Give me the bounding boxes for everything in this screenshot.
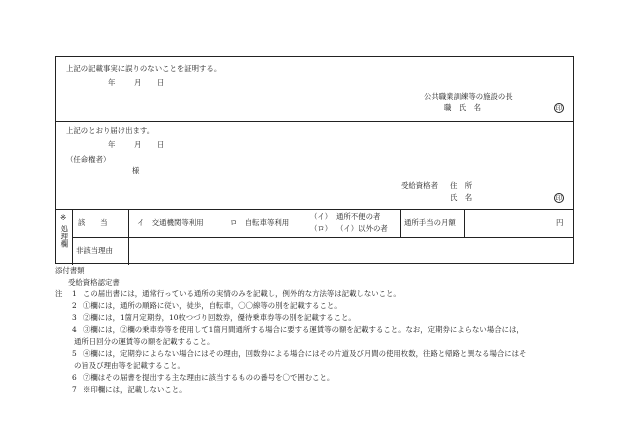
note-text: の旨及び理由等を記載すること。: [74, 361, 185, 370]
note-text: ③欄には，②欄の乗車券等を使用して1箇月間通所する場合に要する運賃等の額を記載すること。なお，定期券によらない場合には，: [83, 325, 524, 334]
note-text: ※印欄には，記載しないこと。: [83, 385, 187, 394]
note-text: ①欄には，通所の順路に従い，徒歩，自転車，〇〇線等の別を記載すること。: [83, 301, 342, 310]
cell-divider: [128, 209, 129, 237]
sub-option-i-text: 通所不便の者: [336, 212, 381, 221]
seal-icon: 印: [555, 194, 563, 202]
section-divider: [56, 121, 573, 122]
cert-date-month: 月: [134, 78, 142, 87]
currency-unit: 円: [556, 218, 564, 227]
note-text: この届出書には，通常行っている通所の実情のみを記載し，例外的な方法等は記載しないこと。: [83, 289, 401, 298]
sub-option-ro-marker: （ロ）: [310, 224, 333, 233]
address-label: 住 所: [450, 181, 473, 190]
note-number: 7: [72, 385, 77, 394]
note-text: ⑦欄はその届書を提出する主な理由に該当するものの番号を〇で囲むこと。: [83, 373, 335, 382]
option-transport: イ 交通機関等利用: [137, 218, 204, 227]
monthly-allowance-label: 通所手当の月額: [404, 218, 456, 227]
submission-statement: 上記のとおり届け出ます。: [66, 126, 155, 135]
applicant-name-label: 氏 名: [450, 193, 473, 202]
sub-option-i-marker: （イ）: [310, 212, 333, 221]
submit-date-day: 日: [157, 140, 165, 149]
note-text: ②欄には，1箇月定期券，10枚つづり回数券，優待乗車券等の別を記載すること。: [83, 313, 356, 322]
attachment-item: 受給資格認定書: [68, 278, 120, 287]
honorific-label: 様: [132, 166, 140, 175]
note-text: 通所日回分の運賃等の額を記載すること。: [74, 337, 215, 346]
attachments-heading: 添付書類: [55, 266, 85, 275]
submit-date-year: 年: [108, 140, 116, 149]
notes-label: 注: [55, 289, 63, 298]
note-number: 4: [72, 325, 77, 334]
applicable-label: 該 当: [78, 218, 108, 227]
note-number: 2: [72, 301, 77, 310]
row-divider: [72, 237, 573, 238]
note-number: 5: [72, 349, 77, 358]
facility-head-name-label: 職 氏 名: [444, 103, 481, 112]
cell-divider: [400, 209, 401, 237]
qualifier-label: 受給資格者: [401, 181, 438, 190]
note-number: 1: [72, 289, 77, 298]
facility-head-title: 公共職業訓練等の施設の長: [424, 92, 513, 101]
office-use-mark: ※: [60, 213, 67, 222]
cell-divider: [464, 209, 465, 237]
sub-option-ro-text: （イ）以外の者: [336, 224, 388, 233]
not-applicable-label: 非該当理由: [76, 246, 113, 255]
certification-statement: 上記の記載事実に誤りのないことを証明する。: [66, 64, 222, 73]
note-text: ④欄には，定期券によらない場合にはその理由，回数券による場合にはその片道及び月間の使用枚数，往路と帰路と異なる場合にはそ: [83, 349, 527, 358]
section-divider: [56, 209, 573, 210]
cert-date-day: 日: [157, 78, 165, 87]
cert-date-year: 年: [108, 78, 116, 87]
cell-divider: [128, 237, 129, 265]
submit-date-month: 月: [134, 140, 142, 149]
note-number: 3: [72, 313, 77, 322]
processing-vertical-label: 処理欄: [59, 225, 69, 248]
form-table: [55, 56, 574, 264]
appointing-authority-label: （任命権者）: [66, 155, 111, 164]
option-bicycle: ロ 自転車等利用: [230, 218, 290, 227]
seal-icon: 印: [555, 104, 563, 112]
note-number: 6: [72, 373, 77, 382]
